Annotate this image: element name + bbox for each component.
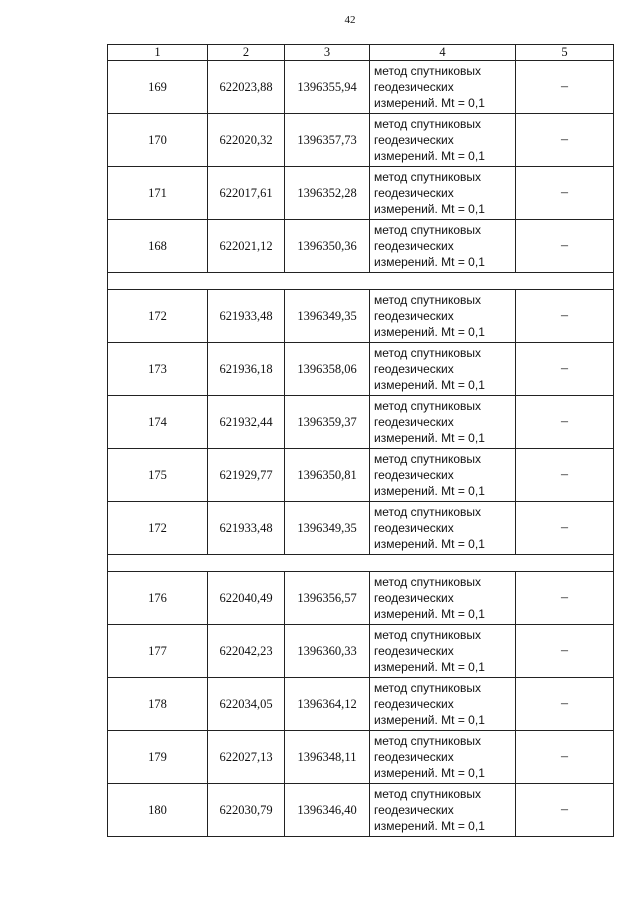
method-line: метод спутниковых — [374, 452, 482, 466]
method-cell — [370, 343, 516, 396]
method-line: метод спутниковых — [374, 787, 482, 801]
method-line: геодезических — [374, 468, 454, 482]
header-cell-5: 5 — [516, 45, 614, 61]
table-row — [108, 731, 614, 784]
table-row — [108, 784, 614, 837]
y-coordinate-cell: 1396358,06 — [285, 343, 370, 396]
y-coordinate-cell: 1396352,28 — [285, 167, 370, 220]
y-coordinate-cell: 1396346,40 — [285, 784, 370, 837]
table-row — [108, 220, 614, 273]
column-5-cell: – — [516, 114, 614, 167]
separator-row — [108, 555, 614, 572]
point-number-cell: 180 — [108, 784, 208, 837]
y-coordinate-cell: 1396348,11 — [285, 731, 370, 784]
method-line: геодезических — [374, 186, 454, 200]
point-number-cell: 172 — [108, 502, 208, 555]
column-5-cell: – — [516, 396, 614, 449]
point-number-cell: 174 — [108, 396, 208, 449]
method-line: метод спутниковых — [374, 628, 482, 642]
method-cell — [370, 502, 516, 555]
table-row — [108, 290, 614, 343]
table-row — [108, 167, 614, 220]
column-5-cell: – — [516, 572, 614, 625]
table-row — [108, 449, 614, 502]
method-line: геодезических — [374, 644, 454, 658]
method-line: измерений. Mt = 0,1 — [374, 378, 485, 392]
column-5-cell: – — [516, 502, 614, 555]
method-line: метод спутниковых — [374, 681, 482, 695]
table-row — [108, 61, 614, 114]
x-coordinate-cell: 622042,23 — [208, 625, 285, 678]
x-coordinate-cell: 621933,48 — [208, 502, 285, 555]
method-line: метод спутниковых — [374, 117, 482, 131]
coordinates-table — [107, 44, 614, 837]
x-coordinate-cell: 621933,48 — [208, 290, 285, 343]
table-row — [108, 343, 614, 396]
column-5-cell: – — [516, 61, 614, 114]
header-cell-3: 3 — [285, 45, 370, 61]
separator-cell — [108, 273, 614, 290]
y-coordinate-cell: 1396357,73 — [285, 114, 370, 167]
method-line: геодезических — [374, 415, 454, 429]
method-line: геодезических — [374, 803, 454, 817]
point-number-cell: 169 — [108, 61, 208, 114]
column-5-cell: – — [516, 731, 614, 784]
method-line: геодезических — [374, 133, 454, 147]
method-line: измерений. Mt = 0,1 — [374, 484, 485, 498]
method-line: измерений. Mt = 0,1 — [374, 149, 485, 163]
method-line: измерений. Mt = 0,1 — [374, 537, 485, 551]
y-coordinate-cell: 1396350,36 — [285, 220, 370, 273]
x-coordinate-cell: 622030,79 — [208, 784, 285, 837]
column-5-cell: – — [516, 678, 614, 731]
column-5-cell: – — [516, 290, 614, 343]
x-coordinate-cell: 622021,12 — [208, 220, 285, 273]
method-cell — [370, 784, 516, 837]
method-line: метод спутниковых — [374, 575, 482, 589]
method-line: геодезических — [374, 309, 454, 323]
method-line: измерений. Mt = 0,1 — [374, 202, 485, 216]
x-coordinate-cell: 621936,18 — [208, 343, 285, 396]
x-coordinate-cell: 622034,05 — [208, 678, 285, 731]
point-number-cell: 171 — [108, 167, 208, 220]
method-cell — [370, 572, 516, 625]
page-number: 42 — [344, 14, 356, 26]
header-cell-1: 1 — [108, 45, 208, 61]
method-line: измерений. Mt = 0,1 — [374, 607, 485, 621]
method-line: метод спутниковых — [374, 293, 482, 307]
method-line: метод спутниковых — [374, 399, 482, 413]
y-coordinate-cell: 1396349,35 — [285, 290, 370, 343]
x-coordinate-cell: 621932,44 — [208, 396, 285, 449]
method-line: геодезических — [374, 750, 454, 764]
column-5-cell: – — [516, 220, 614, 273]
separator-cell — [108, 555, 614, 572]
column-5-cell: – — [516, 343, 614, 396]
y-coordinate-cell: 1396356,57 — [285, 572, 370, 625]
point-number-cell: 170 — [108, 114, 208, 167]
point-number-cell: 172 — [108, 290, 208, 343]
table-row — [108, 572, 614, 625]
y-coordinate-cell: 1396349,35 — [285, 502, 370, 555]
table-row — [108, 625, 614, 678]
x-coordinate-cell: 622023,88 — [208, 61, 285, 114]
header-cell-4: 4 — [370, 45, 516, 61]
x-coordinate-cell: 622017,61 — [208, 167, 285, 220]
method-line: метод спутниковых — [374, 505, 482, 519]
header-cell-2: 2 — [208, 45, 285, 61]
table-row — [108, 502, 614, 555]
method-cell — [370, 114, 516, 167]
method-line: измерений. Mt = 0,1 — [374, 255, 485, 269]
column-5-cell: – — [516, 784, 614, 837]
method-line: измерений. Mt = 0,1 — [374, 819, 485, 833]
method-line: геодезических — [374, 591, 454, 605]
table-row — [108, 396, 614, 449]
x-coordinate-cell: 621929,77 — [208, 449, 285, 502]
table-row — [108, 114, 614, 167]
point-number-cell: 176 — [108, 572, 208, 625]
point-number-cell: 173 — [108, 343, 208, 396]
method-line: геодезических — [374, 521, 454, 535]
point-number-cell: 177 — [108, 625, 208, 678]
method-line: измерений. Mt = 0,1 — [374, 431, 485, 445]
method-cell — [370, 678, 516, 731]
method-line: измерений. Mt = 0,1 — [374, 713, 485, 727]
y-coordinate-cell: 1396360,33 — [285, 625, 370, 678]
method-line: метод спутниковых — [374, 734, 482, 748]
method-cell — [370, 290, 516, 343]
y-coordinate-cell: 1396359,37 — [285, 396, 370, 449]
method-line: измерений. Mt = 0,1 — [374, 325, 485, 339]
separator-row — [108, 273, 614, 290]
x-coordinate-cell: 622027,13 — [208, 731, 285, 784]
method-cell — [370, 220, 516, 273]
point-number-cell: 175 — [108, 449, 208, 502]
method-line: геодезических — [374, 697, 454, 711]
method-line: метод спутниковых — [374, 223, 482, 237]
method-line: измерений. Mt = 0,1 — [374, 766, 485, 780]
column-5-cell: – — [516, 449, 614, 502]
column-5-cell: – — [516, 625, 614, 678]
method-cell — [370, 731, 516, 784]
method-line: метод спутниковых — [374, 170, 482, 184]
method-line: метод спутниковых — [374, 346, 482, 360]
method-line: геодезических — [374, 362, 454, 376]
y-coordinate-cell: 1396355,94 — [285, 61, 370, 114]
method-cell — [370, 625, 516, 678]
method-cell — [370, 167, 516, 220]
method-line: геодезических — [374, 80, 454, 94]
y-coordinate-cell: 1396364,12 — [285, 678, 370, 731]
method-line: метод спутниковых — [374, 64, 482, 78]
table-row — [108, 678, 614, 731]
method-cell — [370, 449, 516, 502]
point-number-cell: 168 — [108, 220, 208, 273]
y-coordinate-cell: 1396350,81 — [285, 449, 370, 502]
x-coordinate-cell: 622040,49 — [208, 572, 285, 625]
point-number-cell: 179 — [108, 731, 208, 784]
method-cell — [370, 396, 516, 449]
table-body — [108, 61, 614, 837]
method-line: измерений. Mt = 0,1 — [374, 660, 485, 674]
point-number-cell: 178 — [108, 678, 208, 731]
x-coordinate-cell: 622020,32 — [208, 114, 285, 167]
column-5-cell: – — [516, 167, 614, 220]
method-cell — [370, 61, 516, 114]
method-line: измерений. Mt = 0,1 — [374, 96, 485, 110]
method-line: геодезических — [374, 239, 454, 253]
table-header-row — [108, 45, 614, 61]
